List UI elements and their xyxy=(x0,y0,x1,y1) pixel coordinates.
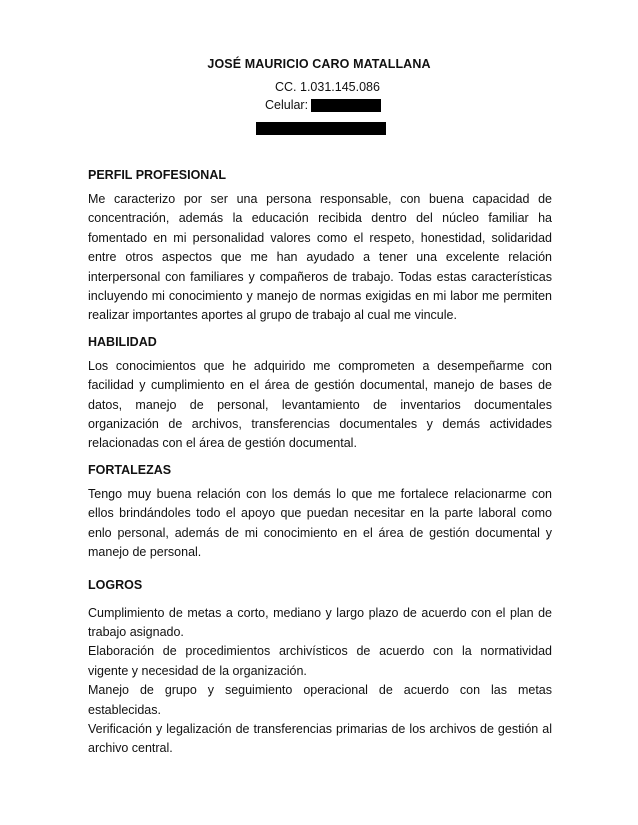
candidate-name: JOSÉ MAURICIO CARO MATALLANA xyxy=(207,57,431,71)
habilidad-paragraph: Los conocimientos que he adquirido me comprometen a desempeñarme con facilidad y cumplimiento en el área de gestión documental, manejo de bases de datos, manejo de personal, levantamiento de inventarios documentales organización de archivos, transferencias documentales y demás actividades relacionadas con el área de gestión documental. xyxy=(88,358,552,451)
section-title-habilidad: HABILIDAD xyxy=(88,334,157,349)
resume-body xyxy=(88,166,552,759)
section-habilidad xyxy=(88,333,552,454)
fortalezas-paragraph: Tengo muy buena relación con los demás lo que me fortalece relacionarme con ellos brindándoles todo el apoyo que puedan necesitar en la parte laboral como enlo personal, además de mi conocimiento en el área de gestión documental y manejo de personal. xyxy=(88,486,552,560)
section-title-logros: LOGROS xyxy=(88,577,143,592)
logro-item: Manejo de grupo y seguimiento operacional de acuerdo con las metas establecidas. xyxy=(88,683,552,717)
logro-item: Cumplimiento de metas a corto, mediano y largo plazo de acuerdo con el plan de trabajo asignado. xyxy=(88,605,552,639)
logro-item: Verificación y legalización de transferencias primarias de los archivos de gestión al archivo central. xyxy=(88,721,552,756)
section-fortalezas xyxy=(88,461,552,563)
phone-line xyxy=(265,98,381,112)
section-perfil-profesional xyxy=(88,166,552,326)
perfil-paragraph: Me caracterizo por ser una persona responsable, con buena capacidad de concentración, además la educación recibida dentro del núcleo familiar ha fomentado en mi personalidad valores como el respeto, honestidad, solidaridad entre otros aspectos que me han ayudado a tener una excelente relación interpersonal con familiares y compañeros de trabajo. Todas estas características incluyendo mi conocimiento y manejo de normas exigidas en mi labor me permiten realizar importantes aportes al grupo de trabajo al cual me vincule. xyxy=(88,192,552,323)
redacted-phone-number xyxy=(311,99,381,112)
logro-item: Elaboración de procedimientos archivísticos de acuerdo con la normatividad vigente y necesidad de la organización. xyxy=(88,644,552,678)
section-title-perfil: PERFIL PROFESIONAL xyxy=(88,168,226,182)
section-title-fortalezas: FORTALEZAS xyxy=(88,462,172,477)
candidate-id-number: CC. 1.031.145.086 xyxy=(275,80,380,94)
redacted-email xyxy=(256,122,386,135)
phone-label: Celular: xyxy=(265,98,309,112)
section-logros xyxy=(88,576,552,759)
